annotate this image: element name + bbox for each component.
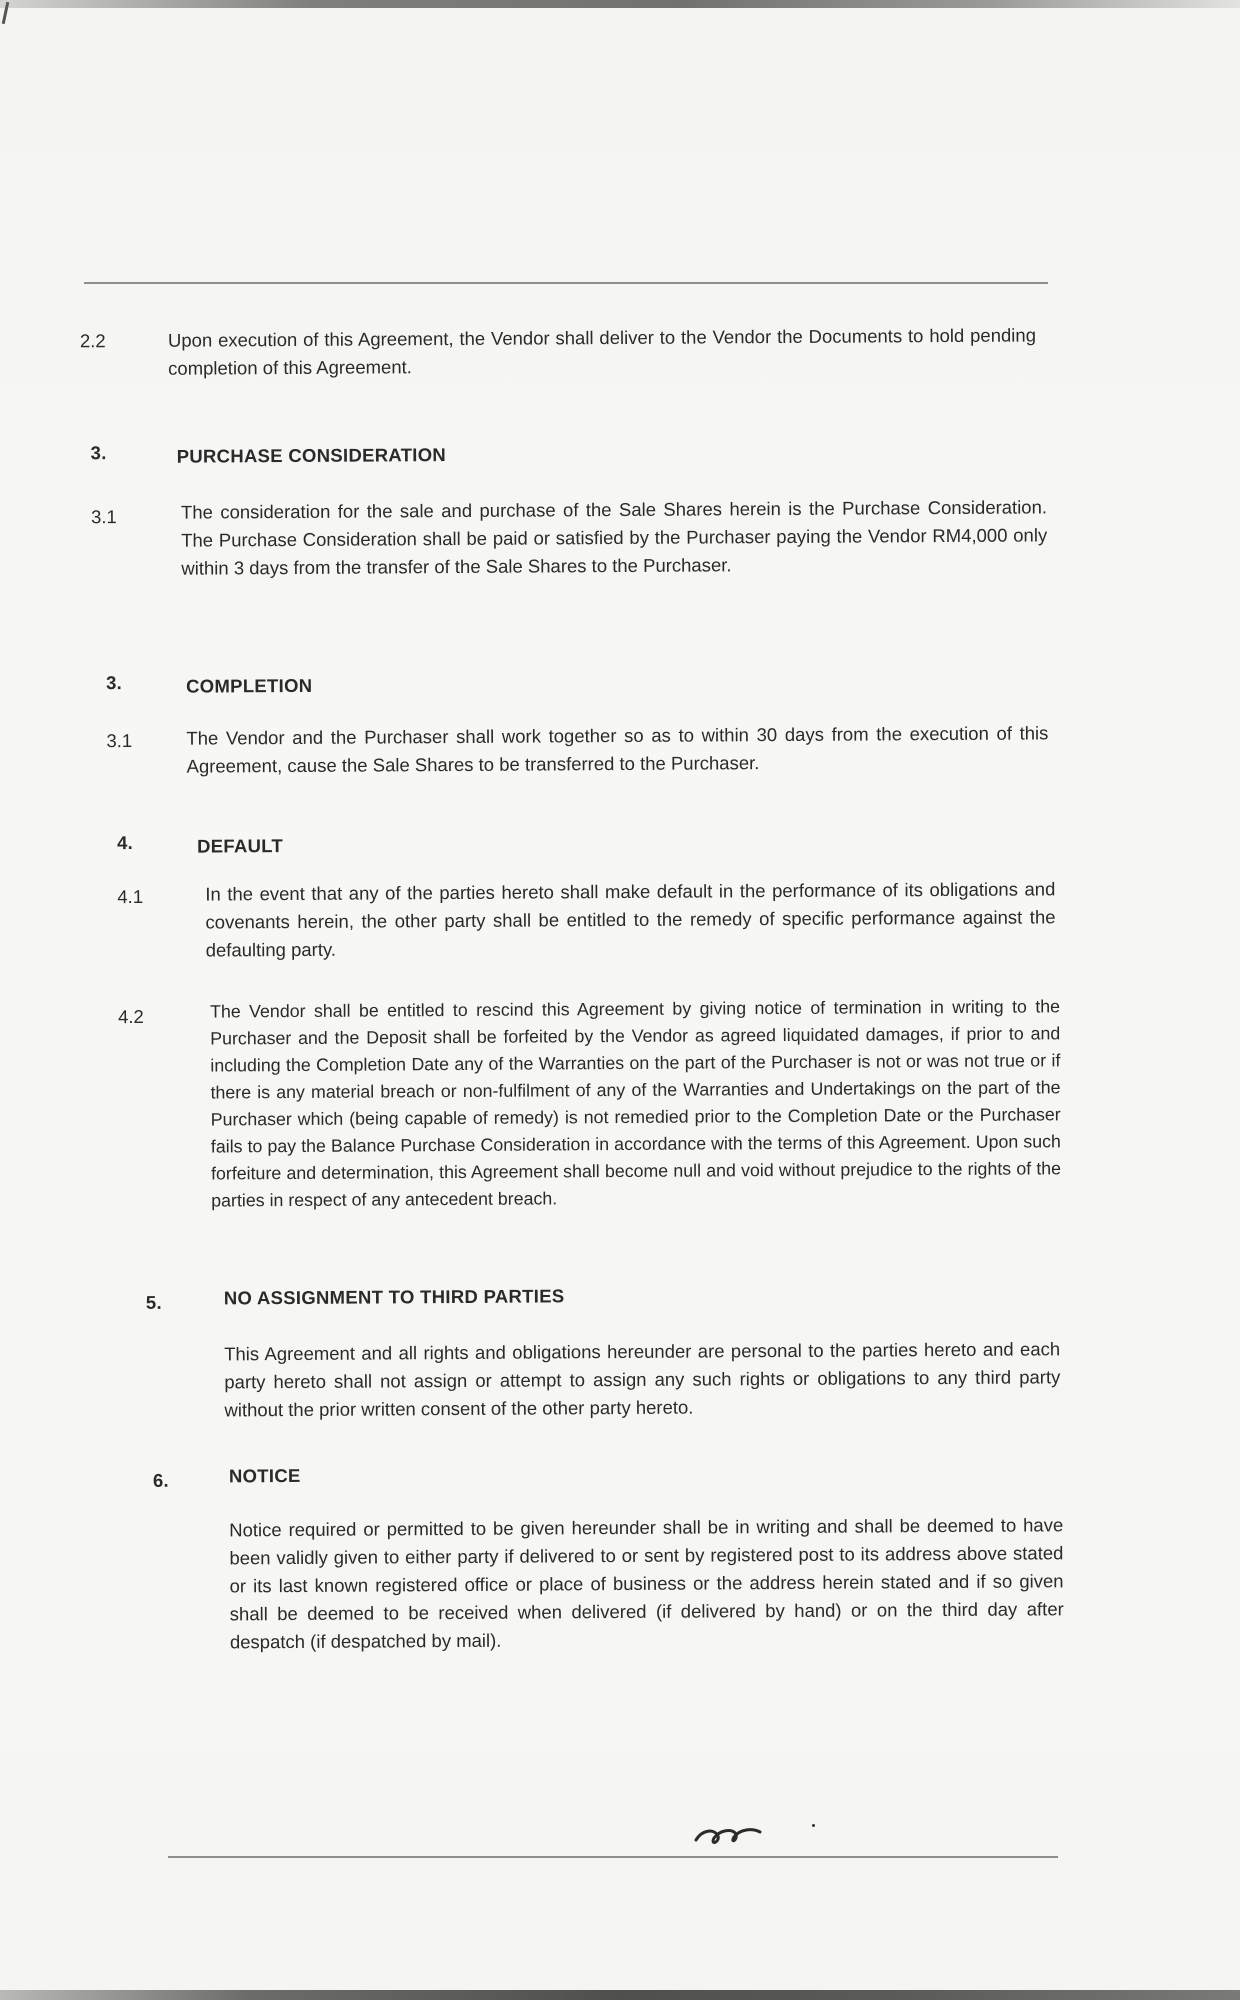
section-title-completion: COMPLETION xyxy=(186,674,313,697)
section-number: 3. xyxy=(90,442,107,464)
clause-number: 4.1 xyxy=(117,885,144,908)
section-number: 5. xyxy=(145,1291,162,1313)
footer-rule xyxy=(168,1856,1058,1858)
clause-number: 3.1 xyxy=(90,506,117,528)
section-number: 3. xyxy=(105,672,123,694)
section-number: 6. xyxy=(152,1469,170,1491)
initials-signature xyxy=(688,1810,798,1854)
clause-3-1-purchase-text: The consideration for the sale and purchase of the Sale Shares herein is the Purchase Consideration. The Purchase Consideration shall be paid or satisfied by the Purchaser paying the Vendor RM4,000 only within 3 days from the transfer of the Sale Shares to the Purchaser. xyxy=(180,496,1048,579)
section-number: 4. xyxy=(116,831,134,854)
clause-5-text: This Agreement and all rights and obligations hereunder are personal to the parties hereto and each party hereto shall not assign or attempt to assign any such rights or obligations to any third party without the prior written consent of the other party hereto. xyxy=(224,1338,1061,1421)
clause-number: 4.2 xyxy=(118,1005,144,1028)
ink-dot xyxy=(812,1824,815,1827)
clause-number: 2.2 xyxy=(79,330,106,352)
section-title-notice: NOTICE xyxy=(228,1464,301,1487)
clause-4-2-text: The Vendor shall be entitled to rescind this Agreement by giving notice of termination in writing to the Purchaser and the Deposit shall be forfeited by the Vendor as agreed liquidated damages, if prior to and including the Completion Date any of the Warranties on the part of the Purchaser is not or was not true or if there is any material breach or non-fulfilment of any of the Warranties and Undertakings on the part of the Purchaser which (being capable of remedy) is not remedied prior to the Completion Date or the Purchaser fails to pay the Balance Purchase Consideration in accordance with the terms of this Agreement. Upon such forfeiture and determination, this Agreement shall become null and void without prejudice to the rights of the parties in respect of any antecedent breach. xyxy=(210,996,1062,1211)
clause-6-text: Notice required or permitted to be given hereunder shall be in writing and shall be deemed to have been validly given to either party if delivered to or sent by registered post to its address above stated or its last known registered office or place of business or the address herein stated and if so given shall be deemed to be received when delivered (if delivered by hand) or on the third day after despatch (if despatched by mail). xyxy=(229,1514,1064,1653)
section-title-purchase-consideration: PURCHASE CONSIDERATION xyxy=(176,444,447,467)
scan-bottom-edge xyxy=(0,1990,1240,2000)
clause-2-2-text: Upon execution of this Agreement, the Vendor shall deliver to the Vendor the Documents to hold pending completion of this Agreement. xyxy=(167,324,1037,379)
section-title-no-assignment: NO ASSIGNMENT TO THIRD PARTIES xyxy=(223,1285,565,1309)
clause-3-1-completion-text: The Vendor and the Purchaser shall work together so as to within 30 days from the execution of this Agreement, cause the Sale Shares to be transferred to the Purchaser. xyxy=(186,722,1049,777)
clause-number: 3.1 xyxy=(106,729,133,752)
section-title-default: DEFAULT xyxy=(196,835,284,857)
clause-4-1-text: In the event that any of the parties hereto shall make default in the performance of its obligations and covenants herein, the other party shall be entitled to the remedy of specific performance against the defaulting party. xyxy=(205,878,1056,961)
